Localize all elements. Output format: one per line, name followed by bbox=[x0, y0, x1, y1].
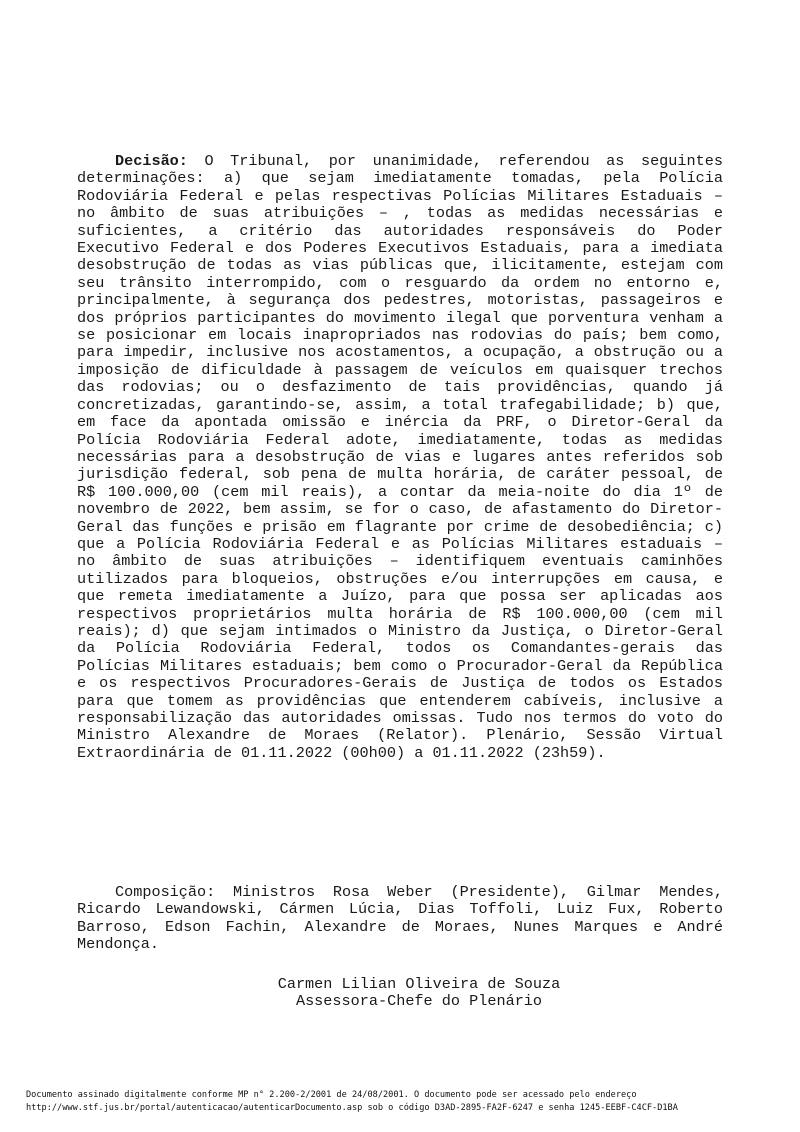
decision-label: Decisão: bbox=[115, 152, 188, 170]
signature-title: Assessora-Chefe do Plenário bbox=[295, 992, 543, 1011]
signature-name: Carmen Lilian Oliveira de Souza bbox=[277, 975, 561, 993]
signature-block bbox=[0, 976, 800, 1011]
decision-paragraph bbox=[77, 153, 723, 762]
decision-text: O Tribunal, por unanimidade, referendou as seguintes determinações: a) que sejam imediatamente tomadas, pela Polícia Rodoviária Federal e pelas respectivas Polícias Militares Estaduais – no âmbito de suas atribuições – , todas as medidas necessárias e suficientes, a critério das autoridades responsáveis do Poder Executivo Federal e dos Poderes Executivos Estaduais, para a imediata desobstrução de todas as vias públicas que, ilicitamente, estejam com seu trânsito interrompido, com o resguardo da ordem no entorno e, principalmente, à segurança dos pedestres, motoristas, passageiros e dos próprios participantes do movimento ilegal que porventura venham a se posicionar em locais inapropriados nas rodovias do país; bem como, para impedir, inclusive nos acostamentos, a ocupação, a obstrução ou a imposição de dificuldade à passagem de veículos em quaisquer trechos das rodovias; ou o desfazimento de tais providências, quando já concretizadas, garantindo-se, assim, a total trafegabilidade; b) que, em face da apontada omissão e inércia da PRF, o Diretor-Geral da Polícia Rodoviária Federal adote, imediatamente, todas as medidas necessárias para a desobstrução de vias e lugares antes referidos sob jurisdição federal, sob pena de multa horária, de caráter pessoal, de R$ 100.000,00 (cem mil reais), a contar da meia-noite do dia 1º de novembro de 2022, bem assim, se for o caso, de afastamento do Diretor-Geral das funções e prisão em flagrante por crime de desobediência; c) que a Polícia Rodoviária Federal e as Polícias Militares estaduais – no âmbito de suas atribuições – identifiquem eventuais caminhões utilizados para bloqueios, obstruções e/ou interrupções em causa, e que remeta imediatamente a Juízo, para que possa ser aplicadas aos respectivos proprietários multa horária de R$ 100.000,00 (cem mil reais); d) que sejam intimados o Ministro da Justiça, o Diretor-Geral da Polícia Rodoviária Federal, todos os Comandantes-gerais das Polícias Militares estaduais; bem como o Procurador-Geral da República e os respectivos Procuradores-Gerais de Justiça de todos os Estados para que tomem as providências que entenderem cabíveis, inclusive a responsabilização das autoridades omissas. Tudo nos termos do voto do Ministro Alexandre de Moraes (Relator). Plenário, Sessão Virtual Extraordinária de 01.11.2022 (00h00) a 01.11.2022 (23h59). bbox=[77, 152, 723, 762]
authentication-footer bbox=[26, 1089, 786, 1115]
footer-line-1: Documento assinado digitalmente conforme MP n° 2.200-2/2001 de 24/08/2001. O documento pode ser acessado pelo endereço bbox=[26, 1090, 637, 1100]
composition-paragraph: Composição: Ministros Rosa Weber (Presidente), Gilmar Mendes, Ricardo Lewandowski, Cármen Lúcia, Dias Toffoli, Luiz Fux, Roberto Barroso, Edson Fachin, Alexandre de Moraes, Nunes Marques e André Mendonça. bbox=[77, 883, 723, 954]
footer-line-2: http://www.stf.jus.br/portal/autenticacao/autenticarDocumento.asp sob o código D3AD-2895-FA2F-6247 e senha 1245-EEBF-C4CF-D1BA bbox=[26, 1103, 678, 1113]
